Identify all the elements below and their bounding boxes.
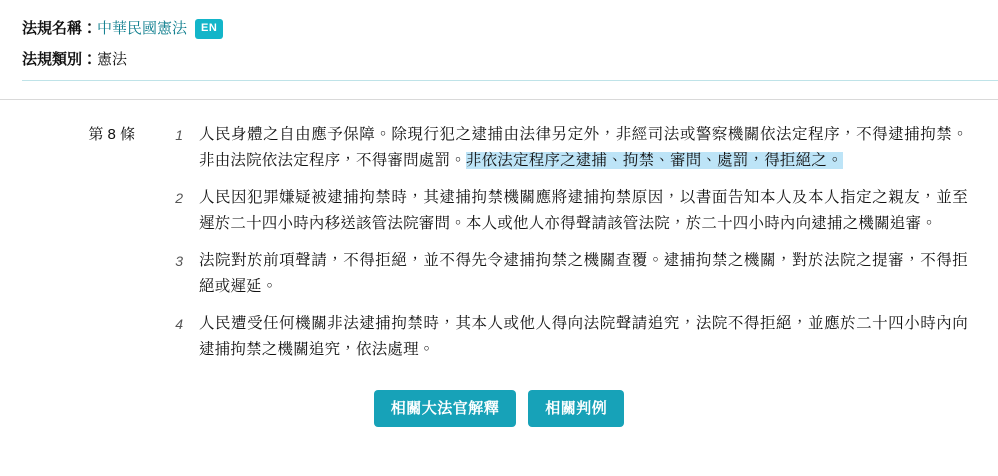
related-precedents-button[interactable]: 相關判例 — [528, 390, 624, 427]
law-name-row — [22, 18, 998, 40]
clause-text: 法院對於前項聲請，不得拒絕，並不得先令逮捕拘禁之機關查覆。逮捕拘禁之機關，對於法院之提審，不得拒絕或遲延。 — [199, 252, 968, 295]
article-block — [0, 100, 998, 374]
clause-number: 3 — [175, 253, 183, 269]
clause-text: 人民遭受任何機關非法逮捕拘禁時，其本人或他人得向法院聲請追究，法院不得拒絕，並應於二十四小時內向逮捕拘禁之機關追究，依法處理。 — [199, 315, 968, 358]
clause-number: 2 — [175, 190, 183, 206]
law-meta-block — [0, 0, 998, 81]
article-number: 第 8 條 — [88, 126, 135, 143]
related-interpretations-button[interactable]: 相關大法官解釋 — [374, 390, 517, 427]
clause-list — [153, 122, 968, 374]
clause-number: 4 — [175, 316, 183, 332]
clause-item — [153, 248, 968, 300]
law-category-value: 憲法 — [97, 51, 128, 68]
clause-item — [153, 311, 968, 363]
clause-item — [153, 185, 968, 237]
law-name-label: 法規名稱： — [22, 20, 98, 37]
law-name-value[interactable]: 中華民國憲法 — [97, 20, 188, 37]
related-links-row — [0, 390, 998, 445]
law-category-row — [22, 49, 998, 71]
clause-text-highlighted: 非依法定程序之逮捕、拘禁、審問、處罰，得拒絕之。 — [465, 152, 843, 169]
clause-text: 人民因犯罪嫌疑被逮捕拘禁時，其逮捕拘禁機關應將逮捕拘禁原因，以書面告知本人及本人指定之親友，並至遲於二十四小時內移送該管法院審問。本人或他人亦得聲請該管法院，於二十四小時內向逮捕之機關追審。 — [199, 189, 968, 232]
clause-text-plain: 人民身體之自由應予保障。除現行犯之逮捕由法律另定外，非經司法或警察機關依法定程序，不得逮捕拘禁。非由法院依法定程序，不得審問處罰。 — [199, 126, 968, 169]
law-category-label: 法規類別： — [22, 51, 98, 68]
clause-item — [153, 122, 968, 174]
clause-number: 1 — [175, 127, 183, 143]
english-version-badge[interactable]: EN — [195, 19, 223, 39]
clause-text — [199, 122, 968, 174]
header-divider — [22, 80, 998, 81]
